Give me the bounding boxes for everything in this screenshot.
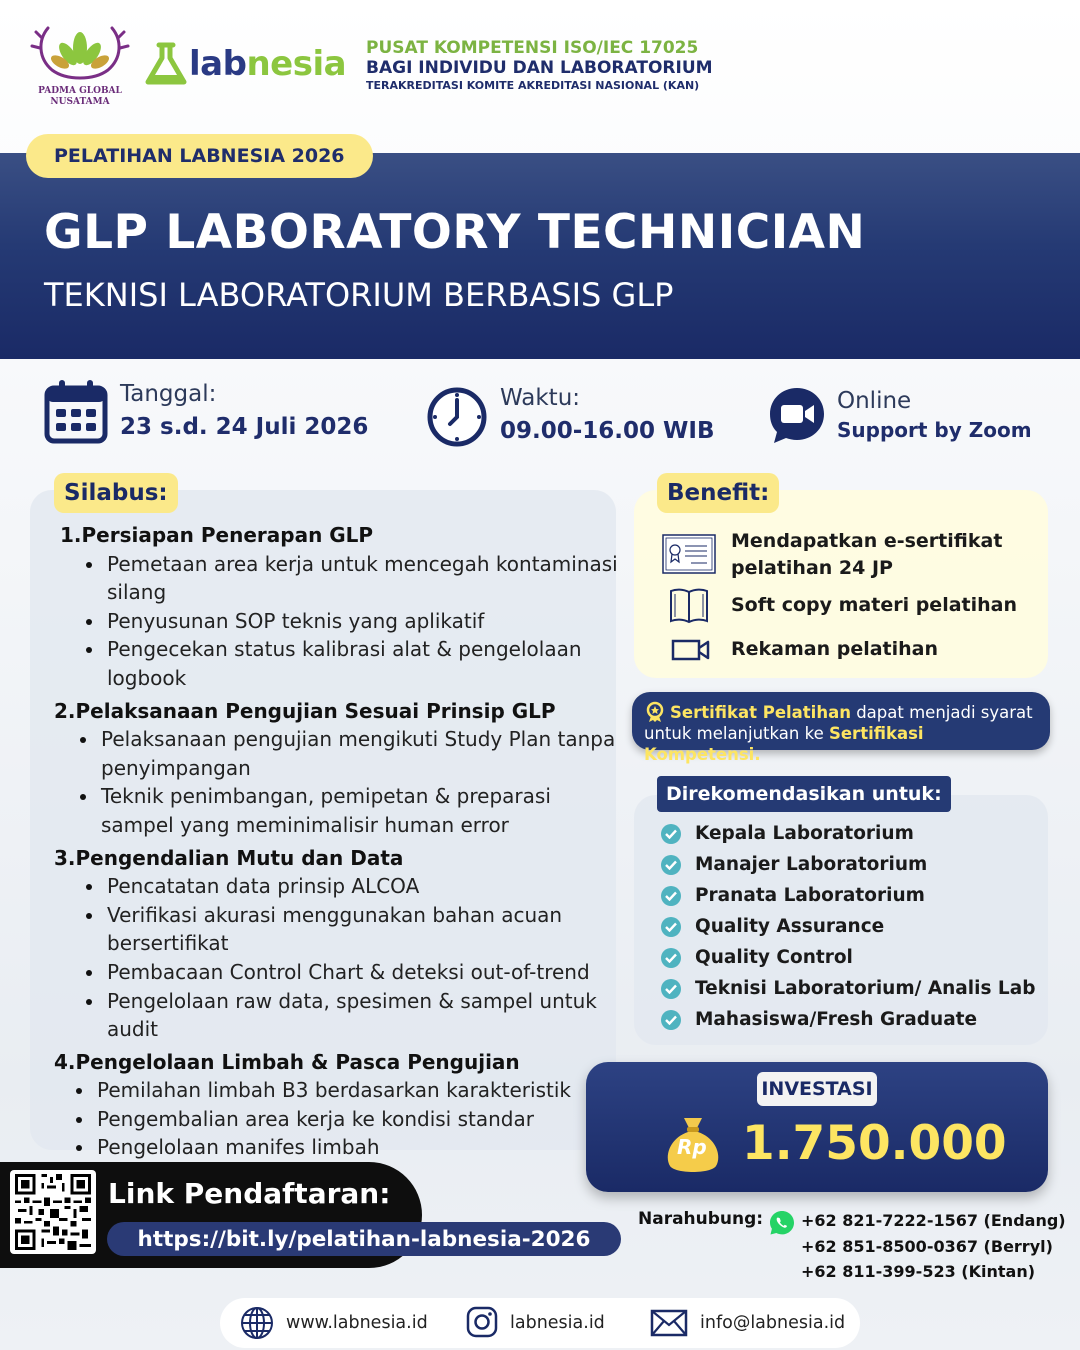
list-item (661, 880, 1035, 911)
phone-number[interactable]: +62 851-8500-0367 (Berryl) (801, 1236, 1053, 1256)
investment-tag: INVESTASI (757, 1072, 877, 1106)
header-line2: BAGI INDIVIDU DAN LABORATORIUM (366, 58, 713, 78)
cert-note-bold2: Sertifikasi Kompetensi. (644, 724, 924, 764)
syllabus-item: Pengelolaan raw data, spesimen & sampel untuk audit (84, 987, 620, 1044)
email-link[interactable]: info@labnesia.id (700, 1313, 846, 1333)
contact-label: Narahubung: (638, 1209, 764, 1229)
website-link[interactable]: www.labnesia.id (286, 1313, 428, 1333)
padma-wordmark (32, 86, 128, 108)
list-item (661, 818, 1035, 849)
syllabus-item: Pengelolaan manifes limbah (74, 1133, 620, 1162)
syllabus-heading: 2.Pelaksanaan Pengujian Sesuai Prinsip GLP (54, 698, 556, 723)
money-bag-icon (660, 1112, 726, 1176)
mail-icon (650, 1309, 688, 1341)
video-camera-icon (671, 638, 711, 666)
syllabus-item: Pengecekan status kalibrasi alat & pengelolaan logbook (84, 635, 620, 692)
syllabus-item: Penyusunan SOP teknis yang aplikatif (84, 607, 620, 636)
cert-note-text: dapat menjadi syarat untuk melanjutkan ke (644, 703, 1033, 743)
logo-lab: lab (189, 44, 247, 84)
zoom-icon (768, 386, 826, 448)
recommended-item: Teknisi Laboratorium/ Analis Lab (695, 978, 1036, 999)
time-label: Waktu: (500, 385, 581, 411)
book-icon (668, 586, 710, 630)
syllabus-item: Pembacaan Control Chart & deteksi out-of-trend (84, 958, 620, 987)
contact-phones (801, 1208, 1066, 1285)
benefit-item-materials: Soft copy materi pelatihan (731, 594, 1017, 616)
syllabus-item: Pemetaan area kerja untuk mencegah kontaminasi silang (84, 550, 620, 607)
recommended-item: Mahasiswa/Fresh Graduate (695, 1009, 978, 1030)
date-value: 23 s.d. 24 Juli 2026 (120, 414, 369, 440)
syllabus-section (54, 1048, 620, 1162)
time-value: 09.00-16.00 WIB (500, 418, 715, 444)
recommended-item: Manajer Laboratorium (695, 854, 928, 875)
certificate-note (632, 692, 1050, 764)
recommended-tag: Direkomendasikan untuk: (657, 776, 951, 812)
date-label: Tanggal: (120, 381, 217, 407)
syllabus-heading: 1.Persiapan Penerapan GLP (60, 523, 374, 547)
phone-number[interactable]: +62 811-399-523 (Kintan) (801, 1262, 1036, 1281)
syllabus-item: Pemilahan limbah B3 berdasarkan karakteristik (74, 1076, 620, 1105)
flask-icon (143, 42, 189, 86)
check-icon (661, 855, 681, 875)
recommended-item: Quality Control (695, 947, 853, 968)
recommended-item: Pranata Laboratorium (695, 885, 925, 906)
list-item (661, 849, 1035, 880)
padma-line1: PADMA GLOBAL (38, 86, 122, 96)
list-item (661, 973, 1035, 1004)
phone-number[interactable]: +62 821-7222-1567 (Endang) (801, 1211, 1066, 1230)
instagram-icon (466, 1306, 498, 1342)
recommended-item: Kepala Laboratorium (695, 823, 914, 844)
mode-value: Support by Zoom (837, 418, 1032, 442)
list-item (661, 911, 1035, 942)
syllabus-heading: 3.Pengendalian Mutu dan Data (54, 845, 404, 870)
event-tag: PELATIHAN LABNESIA 2026 (26, 134, 373, 178)
header-line1: PUSAT KOMPETENSI ISO/IEC 17025 (366, 38, 699, 58)
check-icon (661, 979, 681, 999)
currency-label: Rp (677, 1135, 707, 1159)
syllabus-list (54, 521, 620, 1162)
syllabus-item: Verifikasi akurasi menggunakan bahan acuan bersertifikat (84, 901, 620, 958)
header-tagline (366, 38, 713, 93)
benefit-tag: Benefit: (657, 473, 779, 513)
logo-nesia: nesia (246, 44, 347, 84)
check-icon (661, 886, 681, 906)
syllabus-tag: Silabus: (54, 473, 178, 513)
header-line3: TERAKREDITASI KOMITE AKREDITASI NASIONAL (KAN) (366, 79, 700, 92)
mode-label: Online (837, 388, 912, 414)
registration-title: Link Pendaftaran: (108, 1177, 391, 1210)
check-icon (661, 948, 681, 968)
labnesia-logo (143, 42, 346, 86)
check-icon (661, 824, 681, 844)
calendar-icon (44, 378, 108, 448)
syllabus-item: Pelaksanaan pengujian mengikuti Study Plan tanpa penyimpangan (78, 725, 620, 782)
syllabus-item: Teknik penimbangan, pemipetan & preparasi sampel yang meminimalisir human error (78, 782, 620, 839)
list-item (661, 942, 1035, 973)
certificate-icon (661, 532, 717, 580)
cert-note-bold1: Sertifikat Pelatihan (670, 703, 851, 722)
padma-line2: NUSATAMA (50, 97, 110, 107)
globe-icon (240, 1306, 274, 1344)
badge-icon (644, 701, 666, 723)
syllabus-section (60, 521, 620, 693)
syllabus-section (54, 844, 620, 1044)
check-icon (661, 1010, 681, 1030)
syllabus-heading: 4.Pengelolaan Limbah & Pasca Pengujian (54, 1049, 520, 1074)
page-subtitle: TEKNISI LABORATORIUM BERBASIS GLP (44, 276, 674, 314)
clock-icon (426, 386, 488, 452)
instagram-link[interactable]: labnesia.id (510, 1313, 605, 1333)
syllabus-section (54, 697, 620, 840)
benefit-item-recording: Rekaman pelatihan (731, 638, 939, 660)
recommended-item: Quality Assurance (695, 916, 885, 937)
price-value: 1.750.000 (742, 1116, 1007, 1171)
check-icon (661, 917, 681, 937)
registration-link[interactable]: https://bit.ly/pelatihan-labnesia-2026 (107, 1222, 621, 1256)
benefit-item-certificate: Mendapatkan e-sertifikat pelatihan 24 JP (731, 530, 1003, 579)
list-item (661, 1004, 1035, 1035)
page-title: GLP LABORATORY TECHNICIAN (44, 205, 866, 260)
syllabus-item: Pengembalian area kerja ke kondisi standar (74, 1105, 620, 1134)
whatsapp-icon (769, 1210, 795, 1240)
qr-code[interactable] (10, 1170, 96, 1254)
recommended-list (661, 818, 1035, 1035)
syllabus-item: Pencatatan data prinsip ALCOA (84, 872, 620, 901)
